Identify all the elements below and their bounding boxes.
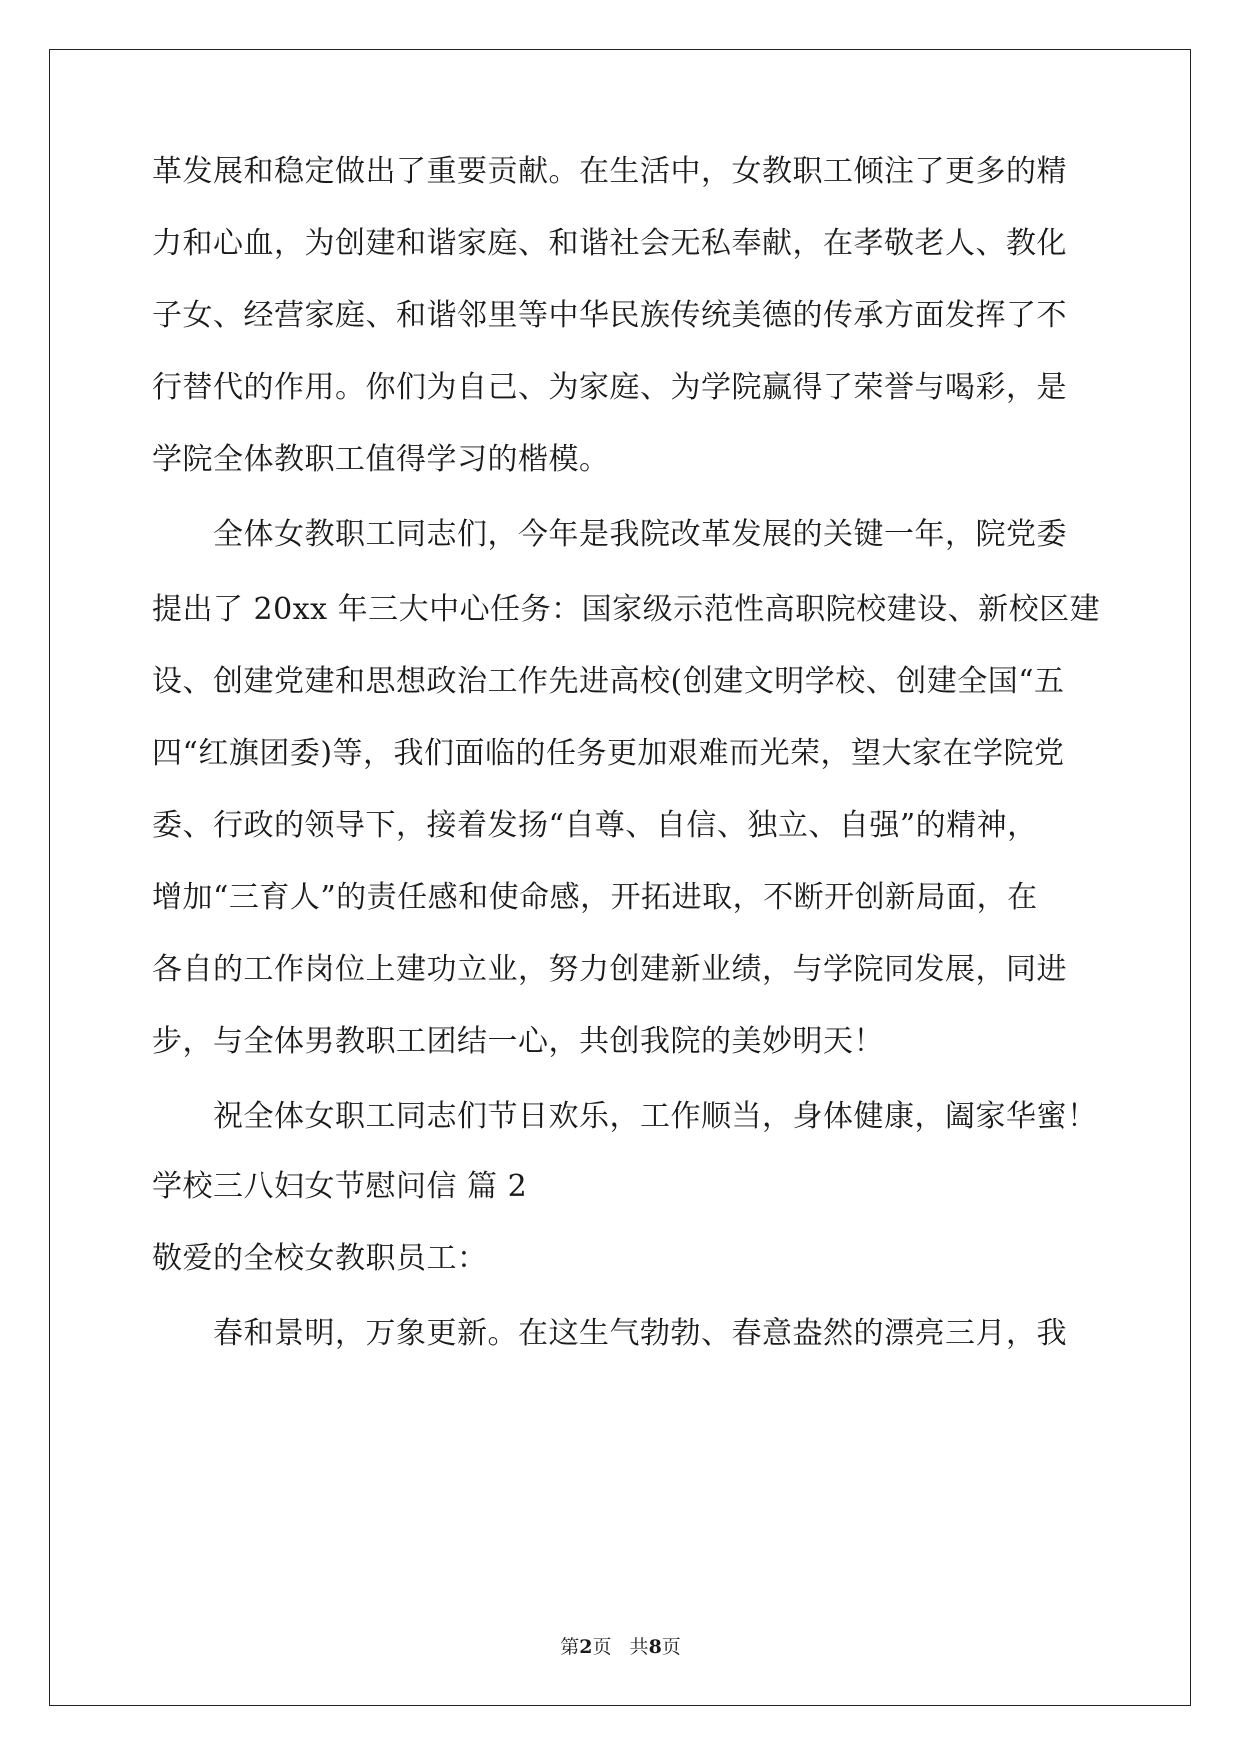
body-line-7: 提出了 20xx 年三大中心任务：国家级示范性高职院校建设、新校区建	[152, 592, 1101, 627]
body-line-12: 各自的工作岗位上建功立业，努力创建新业绩，与学院同发展，同进	[152, 952, 1067, 987]
body-line-2: 力和心血，为创建和谐家庭、和谐社会无私奉献，在孝敬老人、教化	[152, 226, 1067, 261]
body-line-1: 革发展和稳定做出了重要贡献。在生活中，女教职工倾注了更多的精	[152, 154, 1067, 189]
page-footer	[0, 1632, 1241, 1659]
current-page-number: 2	[579, 1636, 593, 1658]
body-line-3: 子女、经营家庭、和谐邻里等中华民族传统美德的传承方面发挥了不	[152, 298, 1067, 333]
footer-mid: 页 共	[592, 1636, 649, 1658]
body-line-10: 委、行政的领导下，接着发扬“自尊、自信、独立、自强”的精神，	[152, 808, 1038, 843]
body-line-13: 步，与全体男教职工团结一心，共创我院的美妙明天！	[152, 1024, 884, 1059]
body-line-14: 祝全体女职工同志们节日欢乐，工作顺当，身体健康，阖家华蜜！	[213, 1099, 1098, 1134]
footer-suffix: 页	[661, 1636, 681, 1658]
body-line-9: 四“红旗团委)等，我们面临的任务更加艰难而光荣，望大家在学院党	[152, 736, 1065, 771]
body-line-6: 全体女教职工同志们，今年是我院改革发展的关键一年，院党委	[213, 517, 1067, 552]
body-line-5: 学院全体教职工值得学习的楷模。	[152, 442, 610, 477]
footer-prefix: 第	[560, 1636, 580, 1658]
body-line-8: 设、创建党建和思想政治工作先进高校(创建文明学校、创建全国“五	[152, 664, 1065, 699]
total-page-number: 8	[648, 1636, 662, 1658]
body-line-17: 春和景明，万象更新。在这生气勃勃、春意盎然的漂亮三月，我	[213, 1316, 1067, 1351]
section-heading: 学校三八妇女节慰问信 篇 2	[152, 1169, 528, 1204]
body-line-4: 行替代的作用。你们为自己、为家庭、为学院赢得了荣誉与喝彩，是	[152, 370, 1067, 405]
body-line-11: 增加“三育人”的责任感和使命感，开拓进取，不断开创新局面，在	[152, 880, 1038, 915]
salutation: 敬爱的全校女教职员工：	[152, 1241, 488, 1276]
